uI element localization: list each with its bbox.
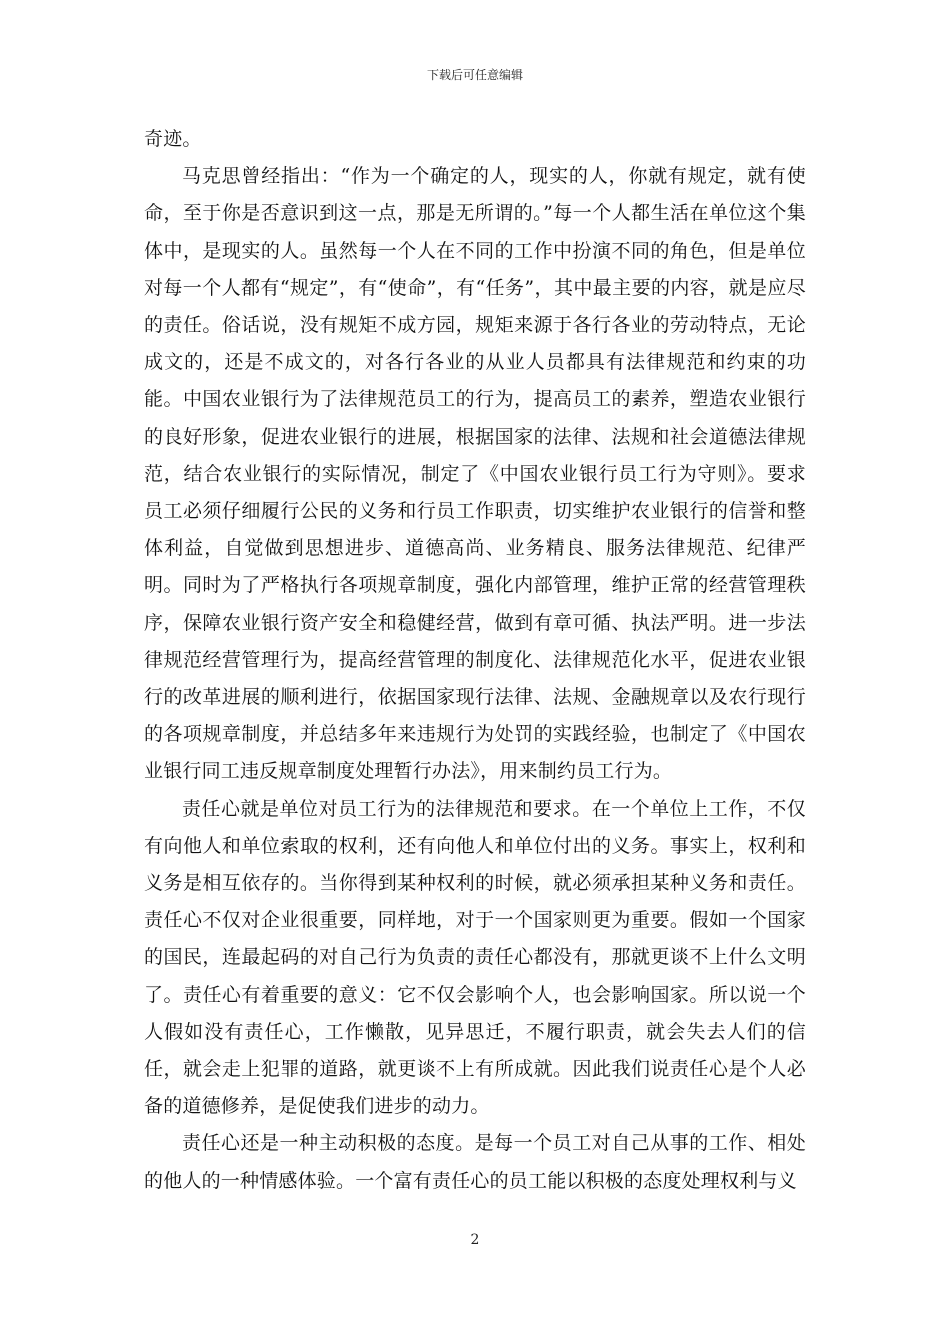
paragraph-responsibility-attitude: 责任心还是一种主动积极的态度。是每一个员工对自己从事的工作、相处的他人的一种情感体验。一个富有责任心的员工能以积极的态度处理权利与义 xyxy=(144,1132,806,1192)
page-header: 下载后可任意编辑 xyxy=(426,68,523,82)
page-number: 2 xyxy=(470,1232,480,1248)
paragraph-marx-quote: 马克思曾经指出：“作为一个确定的人，现实的人，你就有规定，就有使命，至于你是否意识到这一点，那是无所谓的。”每一个人都生活在单位这个集体中，是现实的人。虽然每一个人在不同的工作中扮演不同的角色，但是单位对每一个人都有“规定”，有“使命”，有“任务”，其中最主要的内容，就是应尽的责任。俗话说，没有规矩不成方园，规矩来源于各行各业的劳动特点，无论成文的，还是不成文的，对各行各业的从业人员都具有法律规范和约束的功能。中国农业银行为了法律规范员工的行为，提高员工的素养，塑造农业银行的良好形象，促进农业银行的进展，根据国家的法律、法规和社会道德法律规范，结合农业银行的实际情况，制定了《中国农业银行员工行为守则》。要求员工必须仔细履行公民的义务和行员工作职责，切实维护农业银行的信誉和整体利益，自觉做到思想进步、道德高尚、业务精良、服务法律规范、纪律严明。同时为了严格执行各项规章制度，强化内部管理，维护正常的经营管理秩序，保障农业银行资产安全和稳健经营，做到有章可循、执法严明。进一步法律规范经营管理行为，提高经营管理的制度化、法律规范化水平，促进农业银行的改革进展的顺利进行，依据国家现行法律、法规、金融规章以及农行现行的各项规章制度，并总结多年来违规行为处罚的实践经验，也制定了《中国农业银行同工违反规章制度处理暂行办法》，用来制约员工行为。 xyxy=(144,165,806,783)
document-body xyxy=(144,121,806,1200)
paragraph-responsibility-norms: 责任心就是单位对员工行为的法律规范和要求。在一个单位上工作，不仅有向他人和单位索取的权利，还有向他人和单位付出的义务。事实上，权利和义务是相互依存的。当你得到某种权利的时候，就必须承担某种义务和责任。责任心不仅对企业很重要，同样地，对于一个国家则更为重要。假如一个国家的国民，连最起码的对自己行为负责的责任心都没有，那就更谈不上什么文明了。责任心有着重要的意义：它不仅会影响个人，也会影响国家。所以说一个人假如没有责任心，工作懒散，见异思迁，不履行职责，就会失去人们的信任，就会走上犯罪的道路，就更谈不上有所成就。因此我们说责任心是个人必备的道德修养，是促使我们进步的动力。 xyxy=(144,797,806,1118)
paragraph-continuation: 奇迹。 xyxy=(144,128,202,150)
